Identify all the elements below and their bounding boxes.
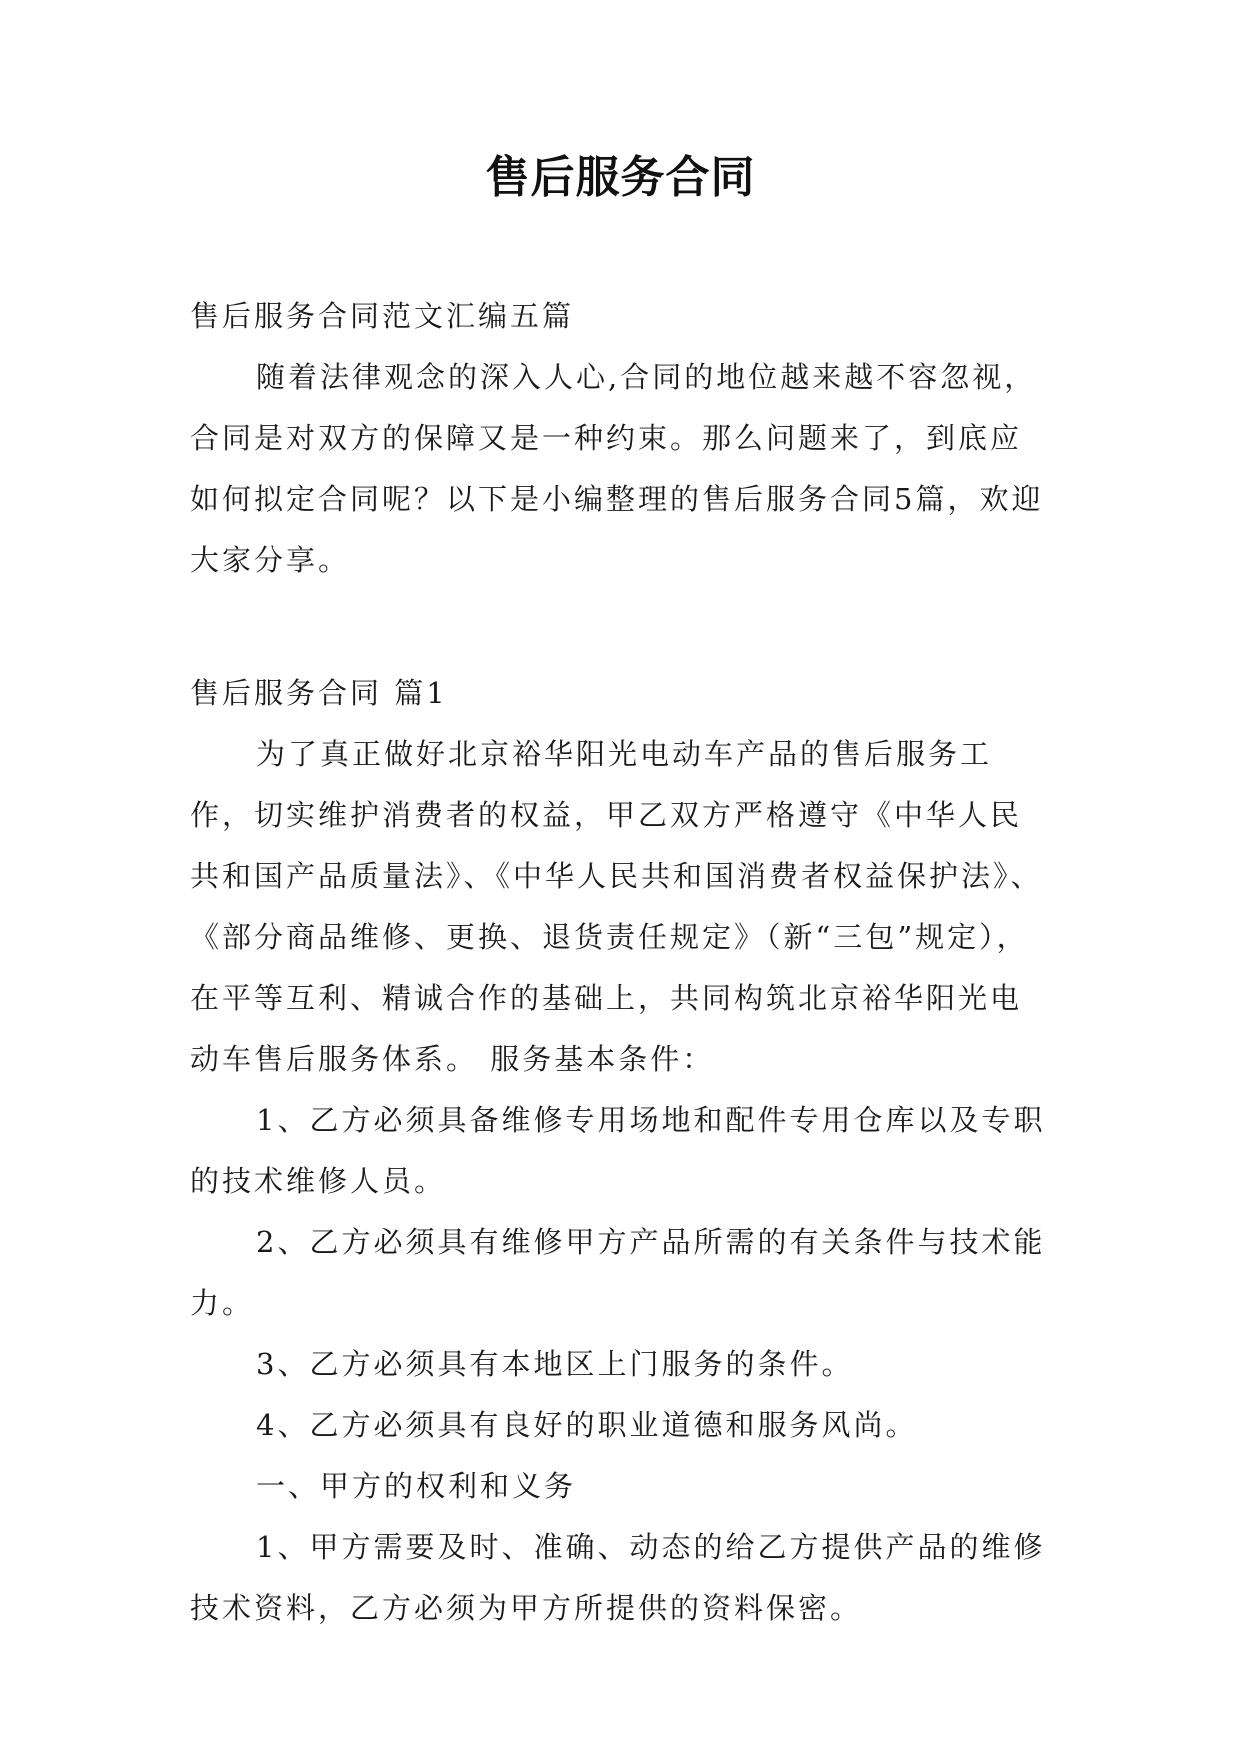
section-spacer xyxy=(190,591,1050,663)
section-heading: 售后服务合同 篇1 xyxy=(190,676,448,710)
document-title: 售后服务合同 xyxy=(485,152,756,203)
body-paragraph: 1、甲方需要及时、准确、动态的给乙方提供产品的维修技术资料，乙方必须为甲方所提供的资料保密。 xyxy=(190,1530,1046,1625)
intro-paragraph: 随着法律观念的深入人心,合同的地位越来越不容忽视，合同是对双方的保障又是一种约束。那么问题来了，到底应如何拟定合同呢？以下是小编整理的售后服务合同5篇，欢迎大家分享。 xyxy=(190,360,1044,577)
body-paragraph: 为了真正做好北京裕华阳光电动车产品的售后服务工作，切实维护消费者的权益，甲乙双方严格遵守《中华人民共和国产品质量法》、《中华人民共和国消费者权益保护法》、《部分商品维修、更换、退货责任规定》（新“三包”规定），在平等互利、精诚合作的基础上，共同构筑北京裕华阳光电动车售后服务体系。 服务基本条件： xyxy=(190,737,1043,1076)
clause-heading: 一、甲方的权利和义务 xyxy=(256,1469,577,1503)
body-paragraph: 4、乙方必须具有良好的职业道德和服务风尚。 xyxy=(256,1408,918,1442)
document-body xyxy=(190,286,1050,1639)
body-paragraph: 1、乙方必须具备维修专用场地和配件专用仓库以及专职的技术维修人员。 xyxy=(190,1103,1046,1198)
collection-heading: 售后服务合同范文汇编五篇 xyxy=(190,299,575,333)
body-paragraph: 2、乙方必须具有维修甲方产品所需的有关条件与技术能力。 xyxy=(190,1225,1046,1320)
body-paragraph: 3、乙方必须具有本地区上门服务的条件。 xyxy=(256,1347,854,1381)
